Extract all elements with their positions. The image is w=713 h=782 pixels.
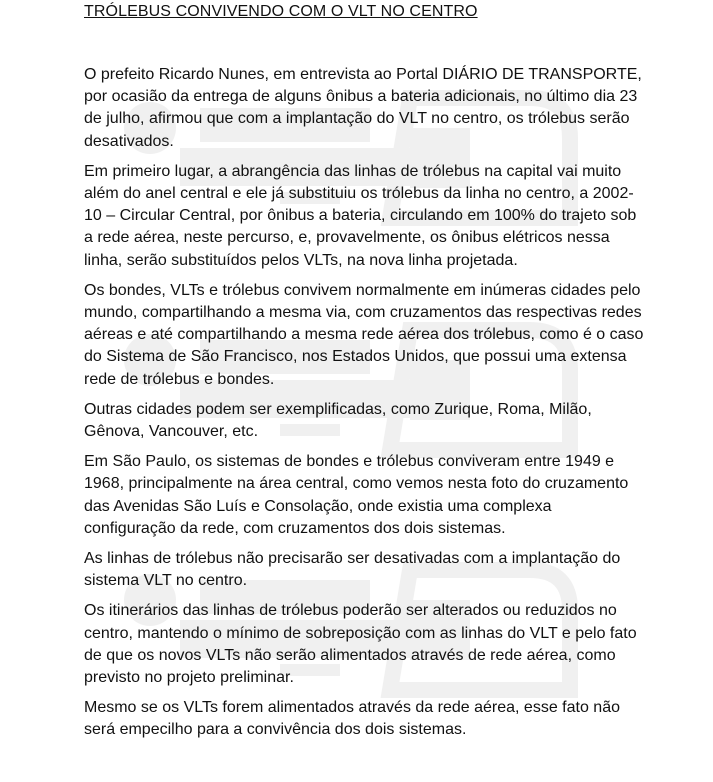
article-paragraph: As linhas de trólebus não precisarão ser desativadas com a implantação do sistema VLT no centro. <box>84 550 621 590</box>
article-title: TRÓLEBUS CONVIVENDO COM O VLT NO CENTRO <box>84 3 478 20</box>
article-paragraph: Em São Paulo, os sistemas de bondes e trólebus conviveram entre 1949 e 1968, principalmente na área central, como vemos nesta foto do cruzamento das Avenidas São Luís e Consolação, onde existia uma complexa configuração da rede, com cruzamentos dos dois sistemas. <box>84 453 629 537</box>
article-paragraph: Os bondes, VLTs e trólebus convivem normalmente em inúmeras cidades pelo mundo, compartilhando a mesma via, com cruzamentos das respectivas redes aéreas e até compartilhando a mesma rede aérea dos trólebus, como é o caso do Sistema de São Francisco, nos Estados Unidos, que possui uma extensa rede de trólebus e bondes. <box>84 281 644 388</box>
article <box>84 2 644 750</box>
article-paragraph: Em primeiro lugar, a abrangência das linhas de trólebus na capital vai muito além do anel central e ele já substituiu os trólebus da linha no centro, a 2002-10 – Circular Central, por ônibus a bateria, circulando em 100% do trajeto sob a rede aérea, neste percurso, e, provavelmente, os ônibus elétricos nessa linha, serão substituídos pelos VLTs, na nova linha projetada. <box>84 162 637 269</box>
article-paragraph: Mesmo se os VLTs forem alimentados através da rede aérea, esse fato não será empecilho para a convivência dos dois sistemas. <box>84 699 620 739</box>
article-paragraph: Outras cidades podem ser exemplificadas, como Zurique, Roma, Milão, Gênova, Vancouver, etc. <box>84 400 592 441</box>
article-paragraph: Os itinerários das linhas de trólebus poderão ser alterados ou reduzidos no centro, mantendo o mínimo de sobreposição com as linhas do VLT e pelo fato de que os novos VLTs não serão alimentados através de rede aérea, como previsto no projeto preliminar. <box>84 602 637 687</box>
article-paragraph: O prefeito Ricardo Nunes, em entrevista ao Portal DIÁRIO DE TRANSPORTE, por ocasião da entrega de alguns ônibus a bateria adicionais, no último dia 23 de julho, afirmou que com a implantação do VLT no centro, os trólebus serão desativados. <box>84 66 642 150</box>
